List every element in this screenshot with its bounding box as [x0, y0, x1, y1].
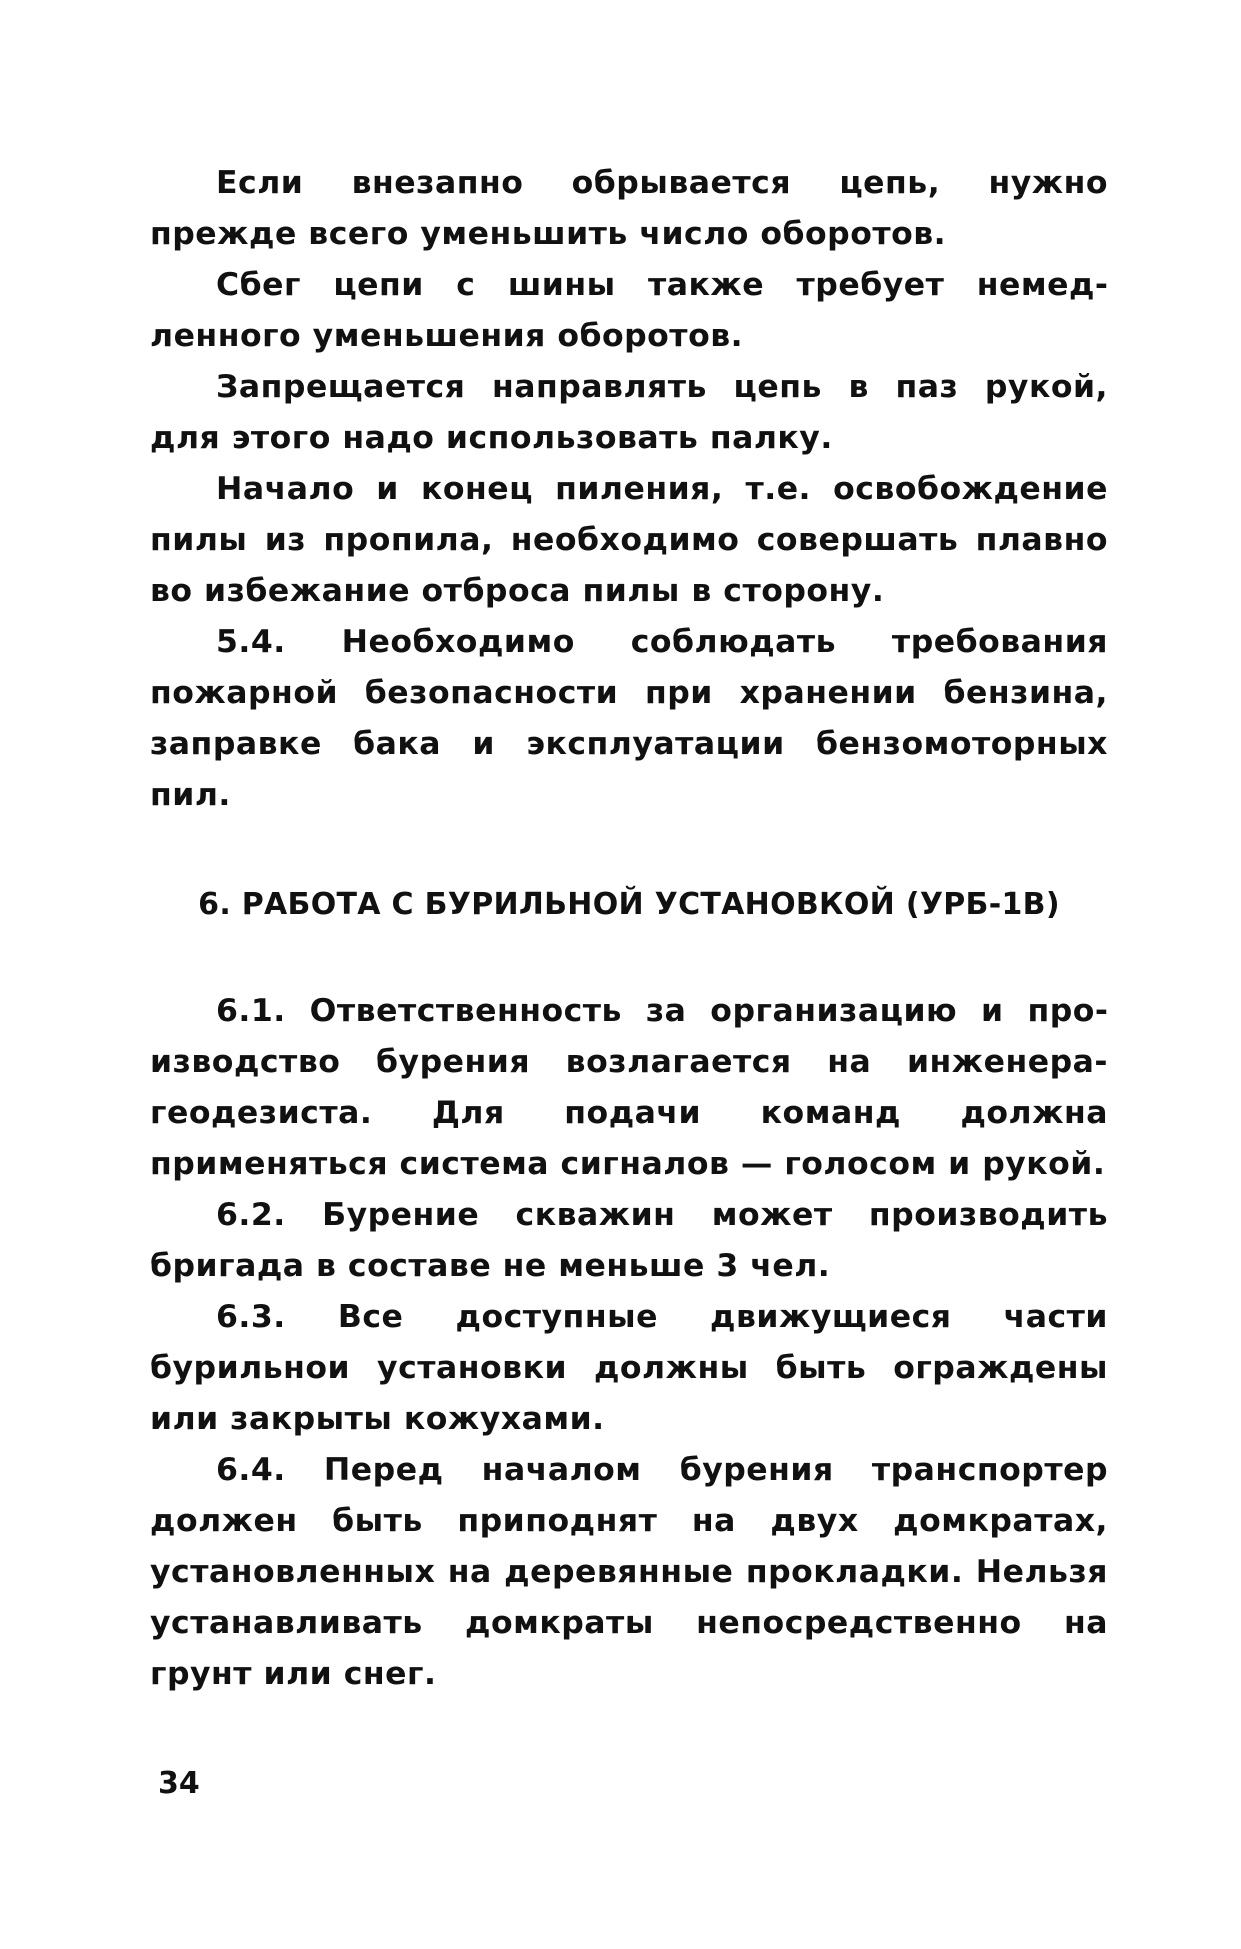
section-heading: 6. РАБОТА С БУРИЛЬНОЙ УСТАНОВКОЙ (УРБ-1В)	[198, 887, 1060, 922]
paragraph-6-1: 6.1. Ответственность за организацию и производство бурения возлагается на инженера-геодезиста. Для подачи команд должна применяться система сигналов — голосом и рукой.	[150, 993, 1108, 1182]
document-page	[150, 158, 1108, 1700]
page-number: 34	[158, 1766, 200, 1801]
paragraph-chain-break: Если внезапно обрывается цепь, нужно прежде всего уменьшить число оборотов.	[150, 165, 1108, 252]
paragraph-6-4: 6.4. Перед началом бурения транспортер должен быть приподнят на двух домкратах, установленных на деревянные прокладки. Нельзя устанавливать домкраты непосредственно на грунт или снег.	[150, 1452, 1108, 1692]
paragraph-6-2: 6.2. Бурение скважин может производить бригада в составе не меньше 3 чел.	[150, 1197, 1108, 1284]
paragraph-chain-hand: Запрещается направлять цепь в паз рукой, для этого надо использовать палку.	[150, 369, 1108, 456]
paragraph-chain-slip: Сбег цепи с шины также требует немедленного уменьшения оборотов.	[150, 267, 1108, 354]
paragraph-5-4: 5.4. Необходимо соблюдать требования пожарной безопасности при хранении бензина, заправке бака и эксплуатации бензомоторных пил.	[150, 624, 1108, 813]
paragraph-cutting-start-end: Начало и конец пиления, т.е. освобождение пилы из пропила, необходимо совершать плавно во избежание отброса пилы в сторону.	[150, 471, 1108, 609]
paragraph-6-3: 6.3. Все доступные движущиеся части бурильнои установки должны быть ограждены или закрыты кожухами.	[150, 1299, 1108, 1437]
